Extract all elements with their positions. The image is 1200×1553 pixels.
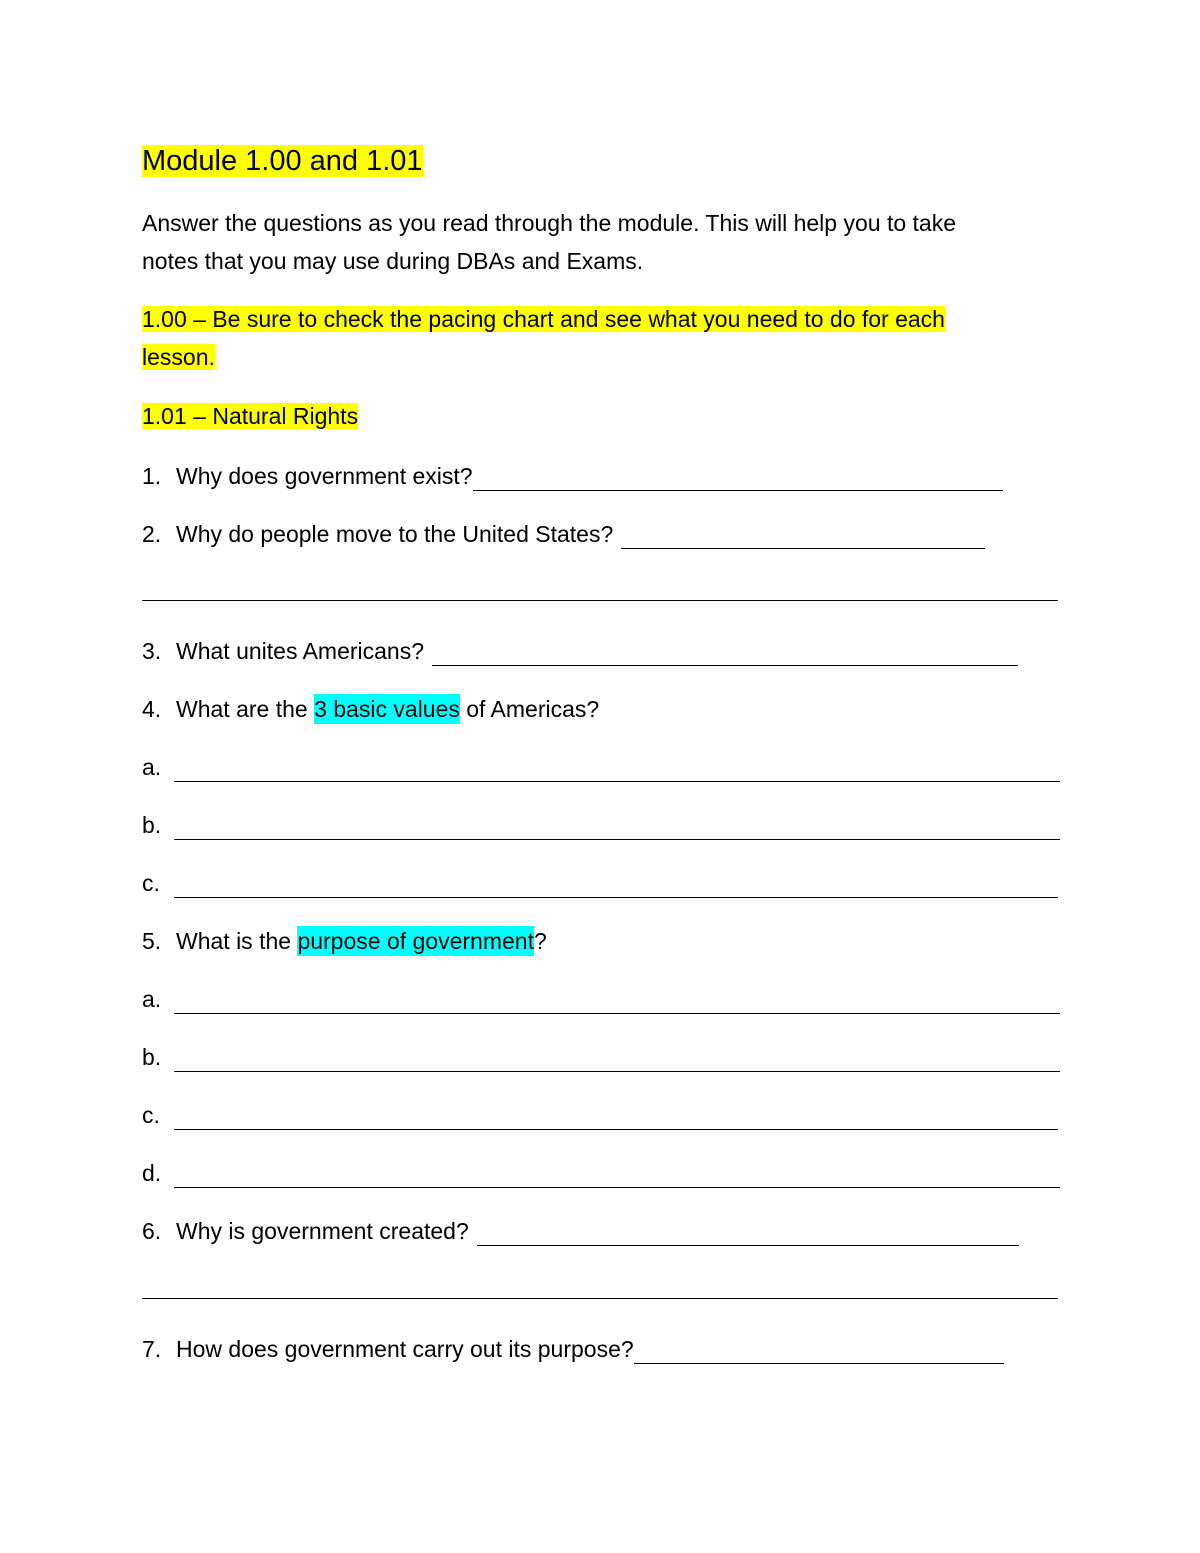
section-100-highlight-1: 1.00 – Be sure to check the pacing chart and see what you need to do for each	[142, 306, 945, 332]
q5-answer-line-d[interactable]	[174, 1165, 1060, 1188]
q4-option-b	[142, 810, 1060, 840]
intro-line-1: Answer the questions as you read through the module. This will help you to take	[142, 210, 956, 236]
question-2-number: 2.	[142, 521, 162, 547]
q5-letter-b: b.	[142, 1044, 162, 1070]
answer-line-1[interactable]	[473, 468, 1003, 491]
answer-line-6[interactable]	[477, 1223, 1019, 1246]
question-5-post: ?	[533, 928, 547, 954]
q4-answer-line-a[interactable]	[174, 759, 1060, 782]
question-2	[142, 519, 985, 549]
q5-answer-line-b[interactable]	[174, 1049, 1060, 1072]
section-101-highlight: 1.01 – Natural Rights	[142, 403, 359, 429]
question-1-text: Why does government exist?	[176, 463, 473, 489]
question-1-number: 1.	[142, 463, 162, 489]
q5-option-a	[142, 984, 1060, 1014]
q4-option-c	[142, 868, 1058, 898]
question-4-post: of Americas?	[459, 696, 600, 722]
question-4-highlight: 3 basic values	[314, 696, 460, 722]
q5-letter-c: c.	[142, 1102, 160, 1128]
question-3	[142, 636, 1018, 666]
page-title	[142, 143, 423, 179]
question-6-text: Why is government created?	[176, 1218, 469, 1244]
q4-answer-line-b[interactable]	[174, 817, 1060, 840]
q5-answer-line-a[interactable]	[174, 991, 1060, 1014]
question-5-highlight: purpose of government	[297, 928, 534, 954]
answer-line-6-continued[interactable]	[142, 1298, 1058, 1299]
section-101-heading	[142, 397, 358, 435]
answer-line-3[interactable]	[432, 643, 1018, 666]
question-7	[142, 1334, 1004, 1364]
q5-option-b	[142, 1042, 1060, 1072]
question-3-number: 3.	[142, 638, 162, 664]
q4-letter-c: c.	[142, 870, 160, 896]
title-highlight: Module 1.00 and 1.01	[142, 145, 423, 177]
question-5-number: 5.	[142, 928, 162, 954]
question-5-pre: What is the	[176, 928, 298, 954]
q5-letter-d: d.	[142, 1160, 162, 1186]
answer-line-2-continued[interactable]	[142, 600, 1058, 601]
answer-line-2[interactable]	[621, 526, 985, 549]
section-100-highlight-2: lesson.	[142, 344, 215, 370]
question-1	[142, 461, 1003, 491]
q5-option-d	[142, 1158, 1060, 1188]
question-2-text: Why do people move to the United States?	[176, 521, 614, 547]
question-4	[142, 694, 599, 724]
q5-answer-line-c[interactable]	[174, 1107, 1058, 1130]
q4-option-a	[142, 752, 1060, 782]
question-3-text: What unites Americans?	[176, 638, 425, 664]
intro-line-2: notes that you may use during DBAs and Exams.	[142, 248, 644, 274]
question-6-number: 6.	[142, 1218, 162, 1244]
answer-line-7[interactable]	[634, 1341, 1004, 1364]
section-100-line-2	[142, 338, 215, 376]
q4-letter-a: a.	[142, 754, 162, 780]
q5-letter-a: a.	[142, 986, 162, 1012]
section-100-line-1	[142, 300, 945, 338]
q5-option-c	[142, 1100, 1058, 1130]
question-7-number: 7.	[142, 1336, 162, 1362]
q4-answer-line-c[interactable]	[174, 875, 1058, 898]
question-7-text: How does government carry out its purpose?	[176, 1336, 634, 1362]
q4-letter-b: b.	[142, 812, 162, 838]
question-6	[142, 1216, 1019, 1246]
question-4-pre: What are the	[176, 696, 315, 722]
question-5	[142, 926, 547, 956]
question-4-number: 4.	[142, 696, 162, 722]
